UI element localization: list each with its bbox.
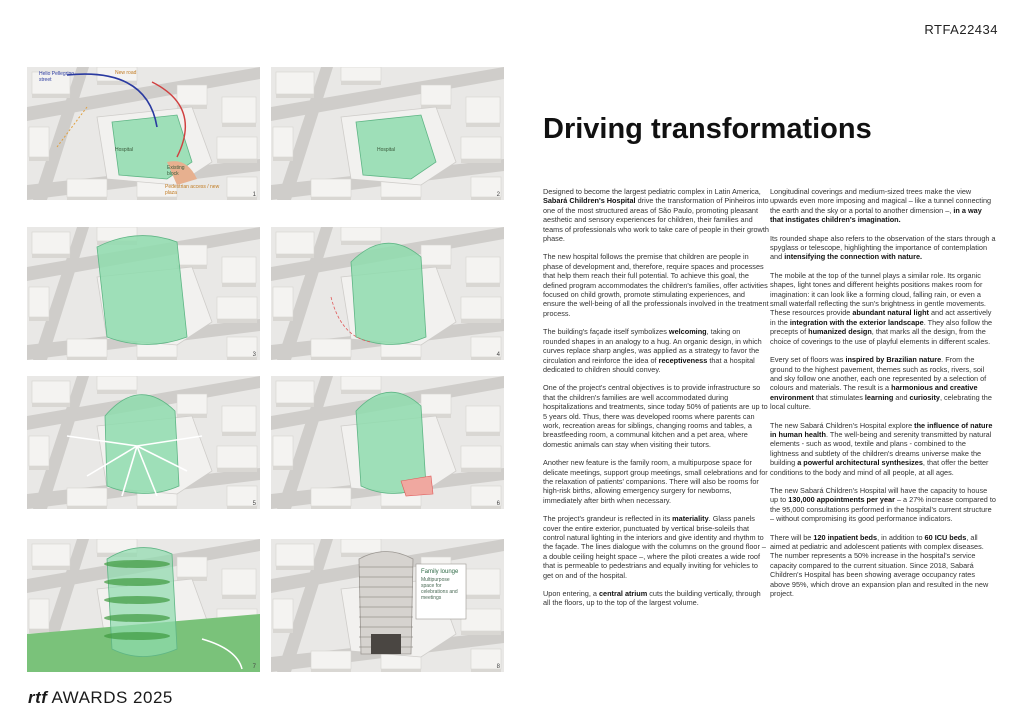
city-block bbox=[29, 287, 49, 317]
city-block bbox=[222, 97, 256, 123]
city-block bbox=[341, 67, 381, 81]
block-shadow bbox=[311, 669, 351, 672]
axonometric-diagram bbox=[271, 227, 504, 360]
highlighted-text: 120 inpatient beds bbox=[813, 532, 878, 542]
city-block bbox=[466, 569, 500, 595]
panel-number: 3 bbox=[252, 352, 256, 358]
city-block bbox=[276, 232, 314, 254]
text-column-right bbox=[770, 187, 996, 607]
block-shadow bbox=[222, 283, 256, 287]
block-shadow bbox=[461, 319, 501, 323]
city-block bbox=[32, 544, 70, 566]
city-block bbox=[461, 297, 501, 319]
city-block bbox=[217, 446, 257, 468]
paragraph-text: , taking on rounded shapes in an analogy to a hug. An organic design, in which curves replace sharp angles, was applied as a strategy to favor the circulation and reinforce the idea of bbox=[543, 327, 762, 365]
city-block bbox=[421, 85, 451, 105]
panel-label-access: Pedestrian access / new plaza bbox=[165, 184, 220, 196]
planted-floor bbox=[104, 614, 170, 622]
city-block bbox=[276, 544, 314, 566]
city-block bbox=[421, 245, 451, 265]
city-block bbox=[222, 406, 256, 432]
paragraph-text: The new Sabará Children's Hospital will have the capacity to house up to bbox=[770, 485, 988, 505]
panel-number: 4 bbox=[496, 352, 500, 358]
panel-number: 7 bbox=[252, 664, 256, 670]
city-block bbox=[311, 488, 351, 506]
panel-label-family: Family lounge bbox=[421, 569, 459, 575]
paragraph-text: , that marks all the design, from the choice of coverings to the use of playful elements in different scales. bbox=[770, 327, 991, 346]
block-shadow bbox=[137, 506, 177, 509]
highlighted-text: 130,000 appointments per year bbox=[788, 495, 895, 505]
paragraph-text: . The well-being and serenity transmitted by natural elements - such as wood, textile and plans - combined to the lightness and subtlety of the children's dreams universe make the building bbox=[770, 429, 992, 468]
city-block bbox=[222, 569, 256, 595]
block-shadow bbox=[97, 390, 137, 394]
paragraph-text: , celebrating the local culture. bbox=[770, 392, 992, 412]
block-shadow bbox=[341, 390, 381, 394]
block-shadow bbox=[273, 466, 293, 470]
block-shadow bbox=[29, 317, 49, 321]
highlighted-text: harmonious and creative environment bbox=[770, 383, 978, 402]
city-block bbox=[222, 257, 256, 283]
highlighted-text: inspired by Brazilian nature bbox=[845, 355, 942, 365]
paragraph-text: The mobile at the top of the tunnel plays a similar role. Its organic shapes, light tones and different heights positions makes room for imagination: it can look like a forming cloud, falling rain, or even a small waterfall reflecting the sun's brightness in gentle movements. These resources provide bbox=[770, 270, 986, 318]
axonometric-diagram bbox=[27, 227, 260, 360]
body-paragraph bbox=[543, 458, 769, 505]
highlighted-text: receptiveness bbox=[658, 355, 708, 365]
body-paragraph bbox=[543, 383, 769, 449]
body-paragraph bbox=[543, 589, 769, 608]
block-shadow bbox=[217, 468, 257, 472]
paragraph-text: – a 27% increase compared to the 95,000 consultations performed in the hospital's current structure – without compromising its good performance indicators. bbox=[770, 495, 996, 524]
block-shadow bbox=[222, 432, 256, 436]
highlighted-text: abundant natural light bbox=[852, 308, 929, 318]
city-block bbox=[273, 436, 293, 466]
paragraph-text: Every set of floors was bbox=[770, 355, 846, 365]
highlighted-text: Sabará Children's Hospital bbox=[543, 196, 636, 206]
city-block bbox=[29, 127, 49, 157]
city-block bbox=[341, 539, 381, 553]
city-block bbox=[32, 381, 70, 403]
block-shadow bbox=[381, 357, 421, 360]
hospital-footprint bbox=[356, 115, 436, 179]
block-shadow bbox=[222, 595, 256, 599]
city-block bbox=[177, 394, 207, 414]
paragraph-text: that a hospital dedicated to children should convey. bbox=[543, 355, 755, 374]
block-shadow bbox=[273, 629, 293, 633]
city-block bbox=[466, 257, 500, 283]
panel-number: 8 bbox=[496, 664, 500, 670]
ground-floor bbox=[371, 634, 401, 654]
planted-floor bbox=[104, 596, 170, 604]
panel-number: 2 bbox=[496, 192, 500, 198]
axonometric-diagram bbox=[271, 539, 504, 672]
building-volume bbox=[351, 243, 426, 344]
page-title: Driving transformations bbox=[543, 113, 872, 145]
block-shadow bbox=[311, 357, 351, 360]
body-paragraph bbox=[770, 187, 996, 225]
body-paragraph bbox=[543, 327, 769, 374]
block-shadow bbox=[341, 241, 381, 245]
reference-code: RTFA22434 bbox=[924, 22, 998, 37]
block-shadow bbox=[217, 159, 257, 163]
panel-label-existing: Existing block bbox=[167, 165, 185, 177]
planted-floor bbox=[104, 632, 170, 640]
paragraph-text: The new Sabará Children's Hospital explore bbox=[770, 420, 915, 430]
city-block bbox=[276, 72, 314, 94]
block-shadow bbox=[217, 319, 257, 323]
paragraph-text: There will be bbox=[770, 532, 814, 542]
axonometric-diagram bbox=[27, 539, 260, 672]
highlighted-text: the influence of nature in human health bbox=[770, 420, 993, 439]
block-shadow bbox=[67, 506, 107, 509]
diagram-panel-5 bbox=[27, 376, 260, 509]
city-block bbox=[273, 599, 293, 629]
block-shadow bbox=[466, 595, 500, 599]
paragraph-text: , that offer the better conditions to the body and mind of all people, at all ages. bbox=[770, 458, 989, 477]
diagram-panel-2 bbox=[271, 67, 504, 200]
city-block bbox=[177, 85, 207, 105]
city-block bbox=[67, 179, 107, 197]
body-paragraph bbox=[770, 355, 996, 411]
block-shadow bbox=[222, 123, 256, 127]
paragraph-text: . They also follow the precepts of bbox=[770, 317, 993, 337]
paragraph-text: . From the ground to the highest pavement, themes such as rocks, rivers, soil and sky follow one another, each one represented by a selection of colours and materials. The result is a bbox=[770, 355, 987, 393]
block-shadow bbox=[381, 669, 421, 672]
highlighted-text: integration with the exterior landscape bbox=[789, 317, 924, 327]
block-shadow bbox=[276, 254, 314, 258]
diagram-panel-6 bbox=[271, 376, 504, 509]
city-block bbox=[341, 376, 381, 390]
building-volume bbox=[105, 395, 179, 494]
building-volume bbox=[97, 236, 187, 345]
city-block bbox=[29, 599, 49, 629]
axonometric-diagram bbox=[27, 67, 260, 200]
block-shadow bbox=[29, 466, 49, 470]
highlighted-text: 60 ICU beds bbox=[924, 532, 967, 542]
paragraph-text: Its rounded shape also refers to the observation of the stars through a spyglass or telescope, highlighting the importance of contemplation and bbox=[770, 233, 996, 262]
panel-label-hospital: Hospital bbox=[377, 147, 396, 153]
paragraph-text: The new hospital follows the premise that children are people in phase of development and, therefore, require spaces and processes that help them reach their full potential. To achieve this goal, the defined program accommodates the children's families, offer activities focused on child growth, promote stimulating experiences, and ensure the well-being of all the professionals involved in the treatment process. bbox=[543, 252, 769, 318]
block-shadow bbox=[137, 197, 177, 200]
block-shadow bbox=[466, 432, 500, 436]
diagram-panel-7 bbox=[27, 539, 260, 672]
highlighted-text: welcoming bbox=[668, 327, 707, 337]
highlighted-text: intensifying the connection with nature. bbox=[784, 252, 923, 262]
highlighted-text: curiosity bbox=[909, 392, 940, 402]
highlighted-text: humanized design bbox=[808, 327, 872, 337]
highlighted-text: learning bbox=[864, 392, 894, 402]
highlighted-text: central atrium bbox=[598, 589, 648, 599]
block-shadow bbox=[29, 157, 49, 161]
paragraph-text: and bbox=[893, 392, 910, 402]
planted-floor bbox=[104, 578, 170, 586]
diagram-panel-4 bbox=[271, 227, 504, 360]
text-column-left bbox=[543, 187, 769, 617]
highlighted-text: in a way that instigates children's imagination. bbox=[770, 205, 982, 225]
rtf-awards-logo bbox=[28, 688, 173, 708]
city-block bbox=[421, 394, 451, 414]
paragraph-text: cuts the building vertically, through all the floors, up to the top of the largest volume. bbox=[543, 589, 761, 608]
highlighted-text: a powerful architectural synthesizes bbox=[797, 458, 923, 468]
axonometric-diagram bbox=[271, 67, 504, 200]
panel-number: 1 bbox=[252, 192, 256, 198]
body-paragraph bbox=[770, 486, 996, 524]
paragraph-text: , all aimed at pediatric and adolescent patients with complex diseases. The number represents a 50% increase in the hospital's service capacity compared to the current situation. Since 2018, Sabará Children's Hospital has been showing average occupancy rates above 95%, which drove an expansion plan and resulted in the new project. bbox=[770, 532, 989, 599]
city-block bbox=[67, 488, 107, 506]
block-shadow bbox=[466, 283, 500, 287]
city-block bbox=[273, 127, 293, 157]
panel-label-street: Helio Pellegrino street bbox=[39, 71, 75, 83]
logo-text: AWARDS 2025 bbox=[51, 688, 173, 707]
paragraph-text: Designed to become the largest pediatric complex in Latin America, bbox=[543, 187, 761, 196]
city-block bbox=[341, 227, 381, 241]
body-paragraph bbox=[543, 187, 769, 243]
block-shadow bbox=[466, 123, 500, 127]
body-paragraph bbox=[770, 421, 996, 477]
city-block bbox=[273, 287, 293, 317]
city-block bbox=[177, 557, 207, 577]
body-paragraph bbox=[770, 533, 996, 599]
highlighted-text: materiality bbox=[672, 514, 709, 524]
city-block bbox=[29, 436, 49, 466]
block-shadow bbox=[276, 566, 314, 570]
city-block bbox=[311, 179, 351, 197]
block-shadow bbox=[273, 157, 293, 161]
city-block bbox=[311, 651, 351, 669]
panel-label-hospital: Hospital bbox=[115, 147, 134, 153]
block-shadow bbox=[341, 81, 381, 85]
block-shadow bbox=[276, 403, 314, 407]
body-paragraph bbox=[543, 514, 769, 580]
body-paragraph bbox=[770, 271, 996, 346]
logo-mark: rtf bbox=[28, 688, 48, 707]
diagram-panel-8 bbox=[271, 539, 504, 672]
planted-floor bbox=[104, 560, 170, 568]
diagram-grid bbox=[27, 67, 504, 677]
block-shadow bbox=[137, 357, 177, 360]
panel-number: 5 bbox=[252, 501, 256, 507]
city-block bbox=[461, 446, 501, 468]
block-shadow bbox=[461, 468, 501, 472]
block-shadow bbox=[461, 631, 501, 635]
block-shadow bbox=[381, 197, 421, 200]
block-shadow bbox=[32, 94, 70, 98]
paragraph-text: drive the transformation of Pinheiros into one of the most structured areas of São Paulo, promoting pleasant aesthetic and sensory experiences for children, their families and teams of professionals who work to take care of people in their growth phase. bbox=[543, 196, 769, 244]
panel-number: 6 bbox=[496, 501, 500, 507]
paragraph-text: Longitudinal coverings and medium-sized trees make the view upwards even more imposing and magical – like a tunnel connecting the earth and the sky or a portal to another dimension –, bbox=[770, 187, 992, 215]
block-shadow bbox=[381, 506, 421, 509]
block-shadow bbox=[32, 403, 70, 407]
block-shadow bbox=[67, 357, 107, 360]
paragraph-text: and act assertively in the bbox=[770, 308, 992, 327]
city-block bbox=[32, 232, 70, 254]
city-block bbox=[466, 406, 500, 432]
block-shadow bbox=[32, 566, 70, 570]
city-block bbox=[177, 245, 207, 265]
paragraph-text: The building's façade itself symbolizes bbox=[543, 327, 669, 337]
paragraph-text: that stimulates bbox=[813, 392, 865, 402]
block-shadow bbox=[311, 506, 351, 509]
city-block bbox=[217, 137, 257, 159]
paragraph-text: One of the project's central objectives is to provide infrastructure so that the children's families are well accommodated during hospitalizations and treatments, since today 50% of patients are up to 5 years old. Thus, there was developed rooms where parents can work, recreation areas for siblings, changing rooms and tables, a breastfeeding room, a communal kitchen and a pet area, where domestic animals can stay when visiting their tutors. bbox=[543, 383, 768, 449]
block-shadow bbox=[276, 94, 314, 98]
city-block bbox=[67, 339, 107, 357]
panel-label-family-sub: Multipurpose space for celebrations and meetings bbox=[421, 577, 458, 601]
paragraph-text: . Glass panels cover the entire exterior, punctuated by vertical brise-soleils that control natural lighting in the interiors and give identity and rhythm to the façade. The lines dialogue with the columns on the ground floor – a double ceiling height space –, where the piloti creates a wide roof that is permeable to pedestrians and equally inviting for vehicles to get on and of the hospital. bbox=[543, 514, 766, 580]
paragraph-text: Upon entering, a bbox=[543, 589, 599, 599]
city-block bbox=[466, 97, 500, 123]
block-shadow bbox=[311, 197, 351, 200]
city-block bbox=[217, 297, 257, 319]
city-block bbox=[461, 137, 501, 159]
city-block bbox=[311, 339, 351, 357]
diagram-panel-1 bbox=[27, 67, 260, 200]
city-block bbox=[461, 609, 501, 631]
city-block bbox=[97, 376, 137, 390]
panel-label-road: New road bbox=[115, 70, 137, 76]
city-block bbox=[276, 381, 314, 403]
body-paragraph bbox=[770, 234, 996, 262]
axonometric-diagram bbox=[27, 376, 260, 509]
paragraph-text: Another new feature is the family room, a multipurpose space for delicate meetings, support group meetings, small celebrations and for the relaxation of patients' companions. There will also be rooms for high-risk births, allowing emergency surgery for newborns, immediately after birth when necessary. bbox=[543, 458, 768, 505]
paragraph-text: , in addition to bbox=[877, 532, 925, 542]
block-shadow bbox=[461, 159, 501, 163]
diagram-panel-3 bbox=[27, 227, 260, 360]
block-shadow bbox=[67, 197, 107, 200]
body-paragraph bbox=[543, 252, 769, 318]
paragraph-text: The project's grandeur is reflected in its bbox=[543, 514, 673, 524]
block-shadow bbox=[32, 254, 70, 258]
block-shadow bbox=[273, 317, 293, 321]
axonometric-diagram bbox=[271, 376, 504, 509]
